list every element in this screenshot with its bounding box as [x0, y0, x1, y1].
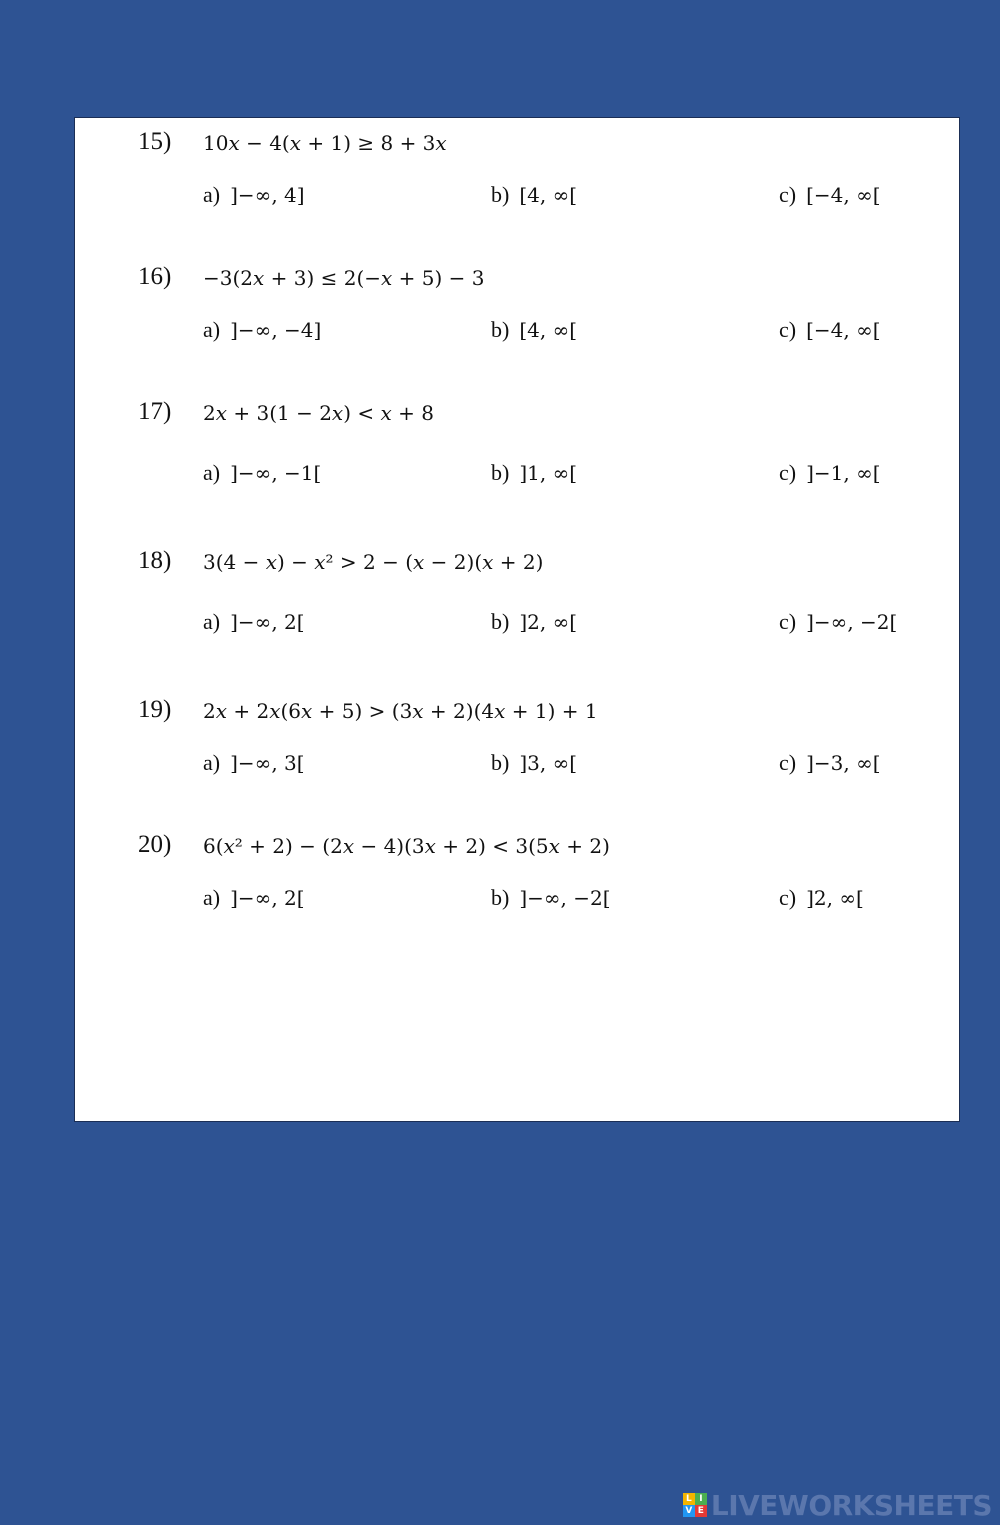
option-a[interactable] [203, 885, 305, 911]
option-value: ]−∞, 4] [230, 183, 305, 207]
option-value: ]2, ∞[ [519, 610, 578, 634]
problem-number: 16) [138, 263, 172, 290]
inequality: 3(4 − 𝑥) − 𝑥² > 2 − (𝑥 − 2)(𝑥 + 2) [203, 550, 544, 574]
logo-letter: L [683, 1493, 695, 1505]
option-label: a) [203, 182, 221, 207]
option-label: b) [491, 885, 510, 910]
option-label: b) [491, 317, 510, 342]
option-b[interactable] [491, 182, 577, 208]
liveworksheets-watermark [683, 1490, 992, 1520]
option-value: [−4, ∞[ [806, 318, 881, 342]
option-label: a) [203, 750, 221, 775]
option-label: c) [779, 460, 797, 485]
problem-15 [75, 129, 959, 229]
option-b[interactable] [491, 750, 577, 776]
option-b[interactable] [491, 317, 577, 343]
option-a[interactable] [203, 609, 305, 635]
problem-17 [75, 399, 959, 499]
problem-19 [75, 697, 959, 797]
option-value: ]−∞, −2[ [806, 610, 898, 634]
option-value: ]3, ∞[ [519, 751, 578, 775]
logo-letter: V [683, 1505, 695, 1517]
logo-letter: E [695, 1505, 707, 1517]
option-value: [4, ∞[ [519, 183, 578, 207]
option-value: [4, ∞[ [519, 318, 578, 342]
option-value: ]2, ∞[ [806, 886, 864, 910]
option-value: ]−∞, 2[ [230, 886, 305, 910]
problem-number: 15) [138, 128, 172, 155]
option-label: c) [779, 750, 797, 775]
option-value: ]−∞, 3[ [230, 751, 305, 775]
option-label: a) [203, 885, 221, 910]
option-c[interactable] [779, 750, 881, 776]
option-label: b) [491, 460, 510, 485]
option-value: [−4, ∞[ [806, 183, 881, 207]
problem-number: 20) [138, 831, 172, 858]
option-label: b) [491, 750, 510, 775]
option-label: c) [779, 885, 797, 910]
option-label: c) [779, 609, 797, 634]
option-label: c) [779, 317, 797, 342]
option-label: b) [491, 609, 510, 634]
option-label: b) [491, 182, 510, 207]
logo-letter: I [695, 1493, 707, 1505]
worksheet-page [74, 117, 960, 1122]
liveworksheets-wordmark: LIVEWORKSHEETS [710, 1488, 992, 1522]
inequality: 10𝑥 − 4(𝑥 + 1) ≥ 8 + 3𝑥 [203, 131, 447, 155]
problem-18 [75, 548, 959, 648]
inequality: 2𝑥 + 2𝑥(6𝑥 + 5) > (3𝑥 + 2)(4𝑥 + 1) + 1 [203, 699, 598, 723]
option-a[interactable] [203, 317, 321, 343]
problem-20 [75, 832, 959, 932]
option-label: a) [203, 460, 221, 485]
option-a[interactable] [203, 750, 305, 776]
option-b[interactable] [491, 460, 577, 486]
option-c[interactable] [779, 885, 864, 911]
option-value: ]−1, ∞[ [806, 461, 881, 485]
inequality: 2𝑥 + 3(1 − 2𝑥) < 𝑥 + 8 [203, 401, 434, 425]
option-c[interactable] [779, 460, 881, 486]
option-value: ]−3, ∞[ [806, 751, 881, 775]
option-label: c) [779, 182, 797, 207]
option-value: ]−∞, −4] [230, 318, 322, 342]
problem-number: 19) [138, 696, 172, 723]
option-b[interactable] [491, 609, 577, 635]
inequality: −3(2𝑥 + 3) ≤ 2(−𝑥 + 5) − 3 [203, 266, 485, 290]
option-value: ]−∞, −2[ [519, 886, 611, 910]
option-label: a) [203, 317, 221, 342]
option-label: a) [203, 609, 221, 634]
liveworksheets-logo-icon [683, 1493, 707, 1517]
option-a[interactable] [203, 182, 305, 208]
problem-number: 18) [138, 547, 172, 574]
problem-number: 17) [138, 398, 172, 425]
option-c[interactable] [779, 609, 897, 635]
option-c[interactable] [779, 317, 881, 343]
option-a[interactable] [203, 460, 321, 486]
option-value: ]−∞, 2[ [230, 610, 305, 634]
problem-16 [75, 264, 959, 364]
option-value: ]1, ∞[ [519, 461, 578, 485]
option-value: ]−∞, −1[ [230, 461, 322, 485]
option-b[interactable] [491, 885, 611, 911]
option-c[interactable] [779, 182, 881, 208]
inequality: 6(𝑥² + 2) − (2𝑥 − 4)(3𝑥 + 2) < 3(5𝑥 + 2) [203, 834, 610, 858]
